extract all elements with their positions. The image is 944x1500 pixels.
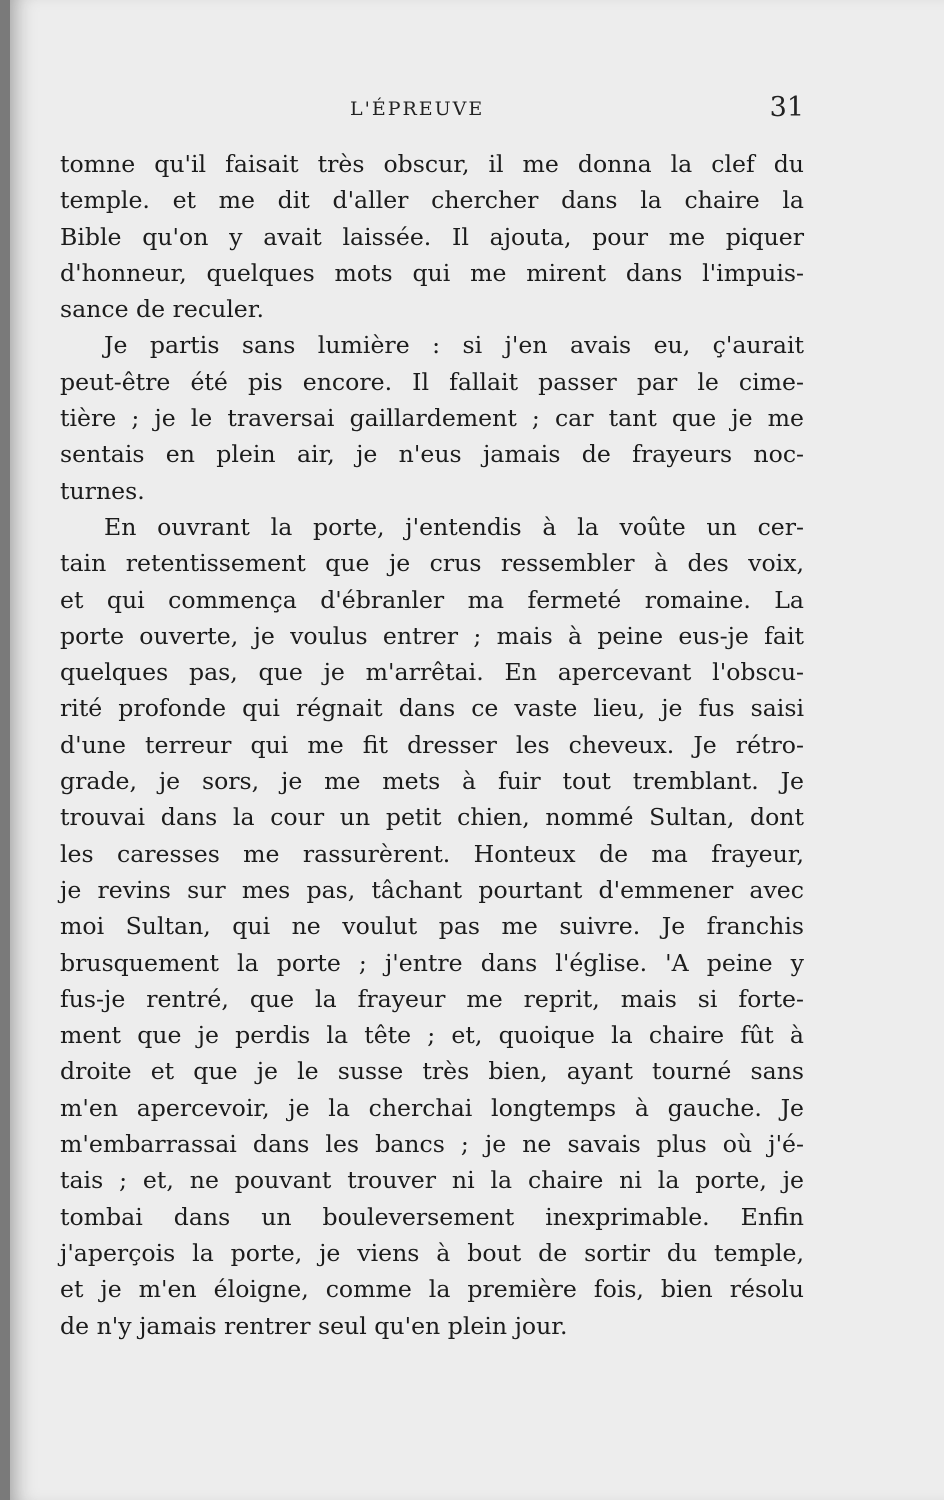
binding-edge [0, 0, 10, 1500]
text-line: d'honneur, quelques mots qui me mirent dans l'impuis- [60, 258, 804, 287]
text-line: ment que je perdis la tête ; et, quoique la chaire fût à [60, 1021, 804, 1050]
text-line: d'une terreur qui me fit dresser les cheveux. Je rétro- [60, 730, 804, 759]
text-line: de n'y jamais rentrer seul qu'en plein jour. [60, 1311, 568, 1340]
text-line: tombai dans un bouleversement inexprimable. Enfin [60, 1202, 804, 1231]
text-line: grade, je sors, je me mets à fuir tout tremblant. Je [60, 767, 804, 796]
page-header [96, 92, 804, 132]
text-line: trouvai dans la cour un petit chien, nommé Sultan, dont [60, 803, 804, 832]
text-line: Bible qu'on y avait laissée. Il ajouta, pour me piquer [60, 222, 804, 251]
page-number: 31 [769, 92, 804, 123]
text-line: m'embarrassai dans les bancs ; je ne savais plus où j'é- [60, 1130, 804, 1159]
text-line: tomne qu'il faisait très obscur, il me donna la clef du [60, 150, 804, 178]
text-line: brusquement la porte ; j'entre dans l'église. 'A peine y [60, 948, 804, 977]
text-line: fus-je rentré, que la frayeur me reprit, mais si forte- [60, 984, 804, 1013]
paragraph-start-line: Je partis sans lumière : si j'en avais eu, ç'aurait [104, 331, 804, 360]
text-line: les caresses me rassurèrent. Honteux de ma frayeur, [60, 839, 804, 868]
text-line: turnes. [60, 476, 145, 505]
text-line: tais ; et, ne pouvant trouver ni la chaire ni la porte, je [60, 1166, 804, 1195]
text-line: tain retentissement que je crus ressembler à des voix, [60, 549, 804, 578]
text-line: rité profonde qui régnait dans ce vaste lieu, je fus saisi [60, 694, 804, 723]
text-line: moi Sultan, qui ne voulut pas me suivre. Je franchis [60, 912, 804, 941]
text-line: temple. et me dit d'aller chercher dans la chaire la [60, 186, 804, 215]
text-line: je revins sur mes pas, tâchant pourtant d'emmener avec [60, 875, 804, 904]
paragraph-start-line: En ouvrant la porte, j'entendis à la voûte un cer- [104, 512, 804, 541]
text-line: et qui commença d'ébranler ma fermeté romaine. La [60, 585, 804, 614]
text-line: m'en apercevoir, je la cherchai longtemps à gauche. Je [60, 1093, 804, 1122]
text-line: porte ouverte, je voulus entrer ; mais à peine eus-je fait [60, 621, 804, 650]
book-page [10, 0, 944, 1500]
text-line: quelques pas, que je m'arrêtai. En apercevant l'obscu- [60, 658, 804, 687]
text-line: tière ; je le traversai gaillardement ; car tant que je me [60, 404, 804, 433]
text-line: peut-être été pis encore. Il fallait passer par le cime- [60, 367, 804, 396]
text-line: sentais en plein air, je n'eus jamais de frayeurs noc- [60, 440, 804, 469]
running-title: L'ÉPREUVE [350, 98, 485, 120]
text-line: et je m'en éloigne, comme la première fois, bien résolu [60, 1275, 804, 1304]
text-line: droite et que je le susse très bien, ayant tourné sans [60, 1057, 804, 1086]
text-line: sance de reculer. [60, 295, 264, 324]
body-text [60, 146, 804, 1344]
text-line: j'aperçois la porte, je viens à bout de sortir du temple, [60, 1238, 804, 1267]
